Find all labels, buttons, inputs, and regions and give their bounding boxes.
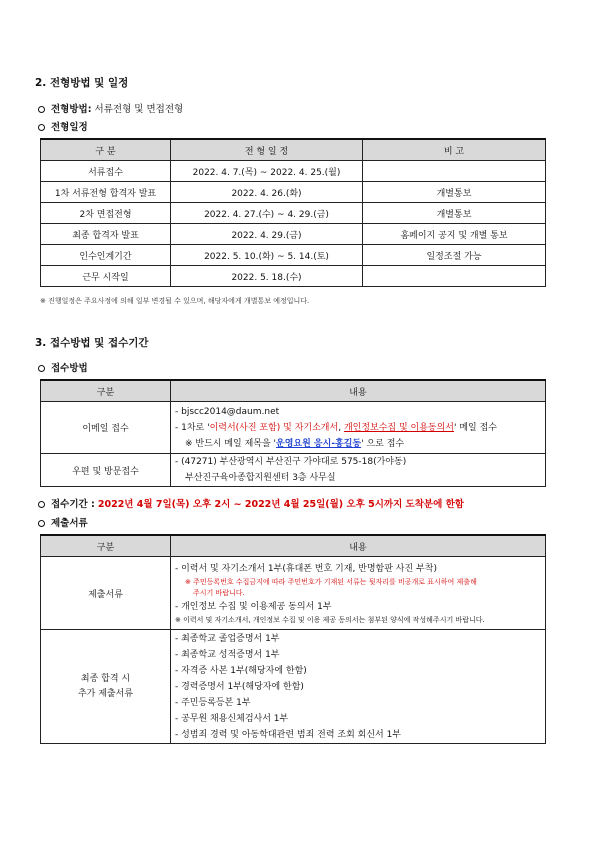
- method-value: 서류전형 및 면접전형: [94, 104, 184, 115]
- period-label: 접수기간 :: [51, 499, 95, 510]
- table-cell: 2022. 4. 29.(금): [171, 224, 363, 245]
- table-cell: [363, 266, 546, 287]
- email-content: [171, 402, 546, 454]
- section2-title: 2. 전형방법 및 일정: [35, 77, 129, 89]
- circle-bullet-icon: [38, 520, 45, 527]
- table-cell: 2022. 4. 26.(화): [171, 182, 363, 203]
- table-header: 전 형 일 정: [171, 139, 363, 161]
- list-item: - 경력증명서 1부(해당자에 한함): [175, 681, 304, 692]
- email-address: - bjscc2014@daum.net: [175, 406, 280, 417]
- table-row: [41, 203, 546, 224]
- visit-label: 우편 및 방문접수: [41, 454, 171, 487]
- schedule-note: ※ 진행일정은 주요사정에 의해 일부 변경될 수 있으며, 해당자에게 개별통보 예정입니다.: [40, 297, 310, 305]
- table-header: 비 고: [363, 139, 546, 161]
- table-cell: 2022. 4. 27.(수) ~ 4. 29.(금): [171, 203, 363, 224]
- email-subject-note: ※ 반드시 메일 제목을 '운영요원 응시-홍길동' 으로 접수: [185, 438, 405, 449]
- table-row: [41, 245, 546, 266]
- visit-address: - (47271) 부산광역시 부산진구 가야대로 575-18(가야동): [175, 457, 407, 467]
- table-cell: 최종 합격자 발표: [41, 224, 171, 245]
- receipt-method-line: [38, 360, 88, 374]
- final-content: [171, 630, 546, 744]
- submit-item: - 이력서 및 자기소개서 1부(휴대폰 번호 기재, 반명함판 사진 부착): [175, 563, 437, 574]
- schedule-line: [38, 119, 88, 133]
- table-row: [41, 182, 546, 203]
- final-label: 최종 합격 시 추가 제출서류: [41, 630, 171, 744]
- visit-office: 부산진구육아종합지원센터 3층 사무실: [185, 473, 336, 483]
- circle-bullet-icon: [38, 106, 45, 113]
- method-line: [38, 101, 183, 115]
- table-header: 구분: [41, 380, 171, 402]
- method-label: 전형방법:: [51, 104, 92, 115]
- submit-content: [171, 557, 546, 630]
- list-item: - 최종학교 졸업증명서 1부: [175, 633, 280, 644]
- visit-content: [171, 454, 546, 487]
- submit-item: - 개인정보 수집 및 이용제공 동의서 1부: [175, 601, 332, 612]
- table-header: 내용: [171, 535, 546, 557]
- list-item: - 최종학교 성적증명서 1부: [175, 649, 280, 660]
- table-cell: [363, 161, 546, 182]
- submit-label: 제출서류: [41, 557, 171, 630]
- table-cell: 근무 시작일: [41, 266, 171, 287]
- receipt-table: [40, 379, 546, 487]
- receipt-method-label: 접수방법: [51, 363, 88, 374]
- list-item: - 자격증 사본 1부(해당자에 한함): [175, 665, 307, 676]
- docs-line: [38, 515, 88, 529]
- submit-note: ※ 이력서 및 자기소개서, 개인정보 수집 및 이용 제공 동의서는 첨부된 양식에 작성해주시기 바랍니다.: [175, 615, 485, 624]
- table-row: [41, 224, 546, 245]
- email-label: 이메일 접수: [41, 402, 171, 454]
- table-cell: 1차 서류전형 합격자 발표: [41, 182, 171, 203]
- list-item: - 공무원 채용신체검사서 1부: [175, 713, 289, 724]
- period-value: 2022년 4월 7일(목) 오후 2시 ~ 2022년 4월 25일(월) 오후 5시까지 도착분에 한함: [97, 499, 464, 510]
- table-row: [41, 454, 546, 487]
- docs-label: 제출서류: [51, 518, 88, 529]
- table-row: [41, 266, 546, 287]
- section3-title: 3. 접수방법 및 접수기간: [35, 337, 149, 349]
- schedule-table: [40, 138, 546, 287]
- list-item: - 주민등록등본 1부: [175, 697, 251, 708]
- table-header: 구 분: [41, 139, 171, 161]
- table-row: [41, 161, 546, 182]
- circle-bullet-icon: [38, 124, 45, 131]
- period-line: [38, 496, 464, 510]
- table-cell: 개별통보: [363, 182, 546, 203]
- table-row: [41, 402, 546, 454]
- table-header: 내용: [171, 380, 546, 402]
- table-cell: 2차 면접전형: [41, 203, 171, 224]
- submit-warning: 주시기 바랍니다.: [193, 588, 245, 597]
- table-cell: 홈페이지 공지 및 개별 통보: [363, 224, 546, 245]
- docs-table: [40, 534, 546, 744]
- list-item: - 성범죄 경력 및 아동학대관련 범죄 전력 조회 회신서 1부: [175, 729, 401, 740]
- table-header: 구분: [41, 535, 171, 557]
- table-cell: 2022. 5. 18.(수): [171, 266, 363, 287]
- table-cell: 2022. 4. 7.(목) ~ 2022. 4. 25.(월): [171, 161, 363, 182]
- circle-bullet-icon: [38, 365, 45, 372]
- email-instruction: - 1차로 '이력서(사진 포함) 및 자기소개서, 개인정보수집 및 이용동의서' 메일 접수: [175, 422, 497, 433]
- table-cell: 인수인계기간: [41, 245, 171, 266]
- submit-warning: ※ 주민등록번호 수집금지에 따라 주민번호가 기재된 서류는 뒷자리를 비공개로 표시하여 제출해: [185, 577, 477, 586]
- table-row: [41, 630, 546, 744]
- table-cell: 서류접수: [41, 161, 171, 182]
- table-cell: 일정조절 가능: [363, 245, 546, 266]
- circle-bullet-icon: [38, 501, 45, 508]
- table-cell: 개별통보: [363, 203, 546, 224]
- table-row: [41, 557, 546, 630]
- schedule-label: 전형일정: [51, 122, 88, 133]
- table-cell: 2022. 5. 10.(화) ~ 5. 14.(토): [171, 245, 363, 266]
